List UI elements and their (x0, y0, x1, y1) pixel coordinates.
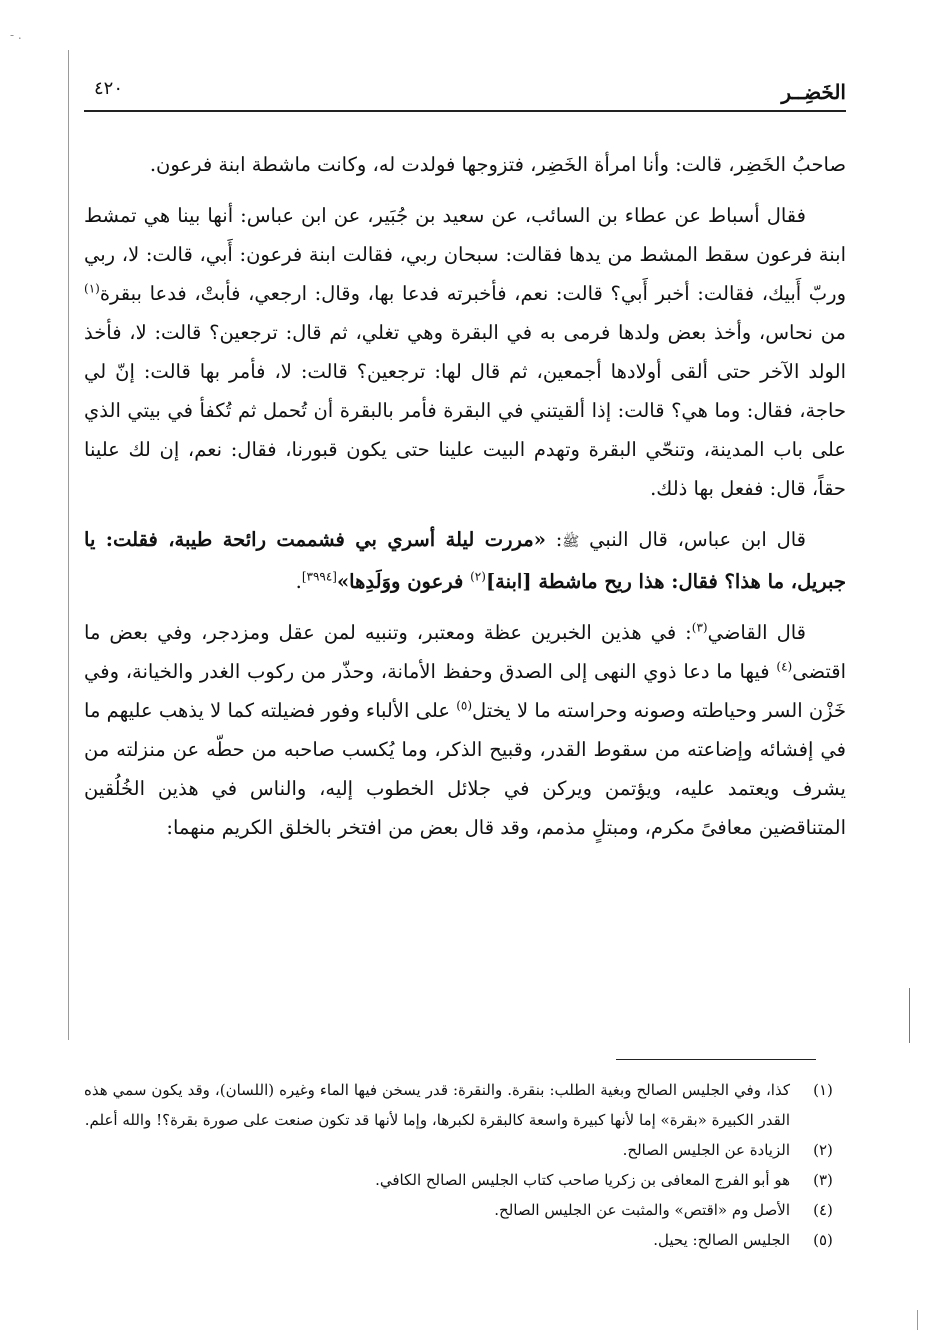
paragraph-3-intro: قال ابن عباس، قال النبي (579, 528, 807, 551)
footnote-ref-3[interactable]: (٣) (691, 620, 708, 635)
paragraph-3-colon: : (545, 528, 563, 551)
footnote-3 (84, 1165, 846, 1195)
running-header (84, 80, 846, 124)
paragraph-4-text-a: قال القاضي (707, 621, 806, 644)
footnote-2 (84, 1135, 846, 1165)
paragraph-4-text-d: على الألباء وفور فضيلته كما لا يذهب عليهم ما في إفشائه وإضاعته من سقوط القدر، وقبيح الذكر، وما يُكسب صاحبه من حطّه عن منزلته من يشرف ويعتمد عليه، ويؤتمن ويركن في جلائل الخطوب إليه، والناس في هذين الخُلُقين المتناقضين معافىً مكرم، ومبتلٍ مذمم، وقد قال بعض من افتخر بالخلق الكريم منهما: (84, 699, 846, 839)
scan-bottom-mark (917, 1310, 918, 1330)
scan-edge-mark (909, 988, 910, 1043)
paragraph-2-text-b: من نحاس، وأخذ بعض ولدها فرمى به في البقرة وهي تغلي، ثم قال: ترجعين؟ قالت: لا، فأخذ الولد الآخر حتى ألقى أولادها أجمعين، ثم قال لها: ترجعين؟ قالت: لا، فأمر بها قالت: إنّ لي حاجة، فقال: وما هي؟ قالت: إذا ألقيتني في البقرة فأمر بالبقرة أن تُحمل ثم تُكفأ في بيتي الذي على باب المدينة، وتنحّي البقرة وتهدم البيت علينا حتى يكون قبورنا، فقال: نعم، إن لك علينا حقاً، قال: ففعل بها ذلك. (84, 321, 846, 500)
hadith-text-b: فرعون ووَلَدِها» (336, 570, 471, 593)
paragraph-4-text-b: : في هذين الخبرين عظة ومعتبر، وتنبيه لمن عقل ومزدجر، وفي بعض ما اقتضى (84, 621, 846, 683)
header-title: الخَضِــر (781, 80, 846, 104)
footnote-number: (٢) (813, 1141, 833, 1159)
paragraph-1 (84, 145, 846, 184)
header-rule (84, 110, 846, 112)
paragraph-2 (84, 196, 846, 508)
footnote-ref-5[interactable]: (٥) (456, 698, 473, 713)
paragraph-4-text-c: فيها ما دعا ذوي النهى إلى الصدق وحفظ الأمانة، وحذّر من ركوب الغدر والخيانة، وفي خَزْن السر وحياطته وصونه وحراسته ما لا يختل (84, 660, 846, 722)
footnote-4 (84, 1195, 846, 1225)
paragraph-4 (84, 613, 846, 847)
footnote-ref-2[interactable]: (٢) (470, 569, 486, 584)
footnote-text: الزيادة عن الجليس الصالح. (622, 1141, 790, 1159)
footnote-ref-1[interactable]: (١) (84, 281, 100, 296)
hadith-text-a: «مررت ليلة أسري بي فشممت رائحة طيبة، فقلت: يا جبريل، ما هذا؟ فقال: هذا ريح ماشطة [ابنة] (84, 528, 846, 593)
footnote-1 (84, 1075, 846, 1135)
footnote-separator (616, 1059, 816, 1060)
salutation-glyph: ﷺ (562, 534, 580, 550)
paragraph-1-text: صاحبُ الخَضِر، قالت: وأنا امرأة الخَضِر، فتزوجها فولدت له، وكانت ماشطة ابنة فرعون. (149, 153, 846, 176)
footnote-text: الجليس الصالح: يحيل. (653, 1231, 790, 1249)
paragraph-3-end: . (295, 570, 302, 593)
footnote-number: (١) (813, 1081, 833, 1099)
paragraph-3 (84, 520, 846, 601)
footnote-number: (٤) (813, 1201, 833, 1219)
footnote-text: الأصل وم «اقتص» والمثبت عن الجليس الصالح. (494, 1201, 790, 1219)
scan-margin-line (68, 50, 69, 1040)
hadith-number: [٣٩٩٤] (301, 569, 337, 584)
scan-corner-mark: - . (10, 28, 22, 42)
footnote-number: (٥) (813, 1231, 833, 1249)
footnote-text: هو أبو الفرج المعافى بن زكريا صاحب كتاب الجليس الصالح الكافي. (375, 1171, 790, 1189)
footnotes (84, 1075, 846, 1255)
footnote-5 (84, 1225, 846, 1255)
footnote-text: كذا، وفي الجليس الصالح وبغية الطلب: بنقرة. والنقرة: قدر يسخن فيها الماء وغيره (اللسان)، وقد يكون سمي هذه القدر الكبيرة «بقرة» إما لأنها كبيرة واسعة كالبقرة لكبرها، وإما لأنها قد تكون صنعت على صورة بقرة؟! والله أعلم. (84, 1081, 790, 1129)
page-number: ٤٢٠ (94, 78, 124, 99)
footnote-number: (٣) (813, 1171, 833, 1189)
footnote-ref-4[interactable]: (٤) (776, 659, 793, 674)
main-text (84, 145, 846, 859)
paragraph-2-text-a: فقال أسباط عن عطاء بن السائب، عن سعيد بن جُبَير، عن ابن عباس: أنها بينا هي تمشط ابنة فرعون سقط المشط من يدها فقالت: سبحان ربي، فقالت ابنة فرعون: أَبي، قالت: لا، ربي وربّ أَبيك، فقالت: أخبر أَبي؟ قالت: نعم، فأخبرته فدعا بها، وقال: ارجعي، فأبتْ، فدعا ببقرة (84, 204, 846, 305)
